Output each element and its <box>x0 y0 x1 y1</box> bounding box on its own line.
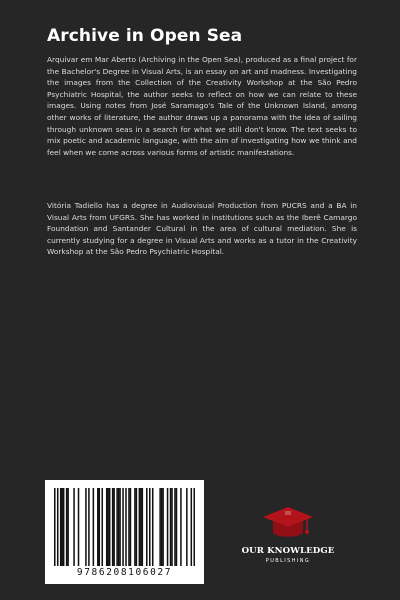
barcode-bar <box>118 488 120 566</box>
barcode-bar <box>73 488 75 566</box>
barcode-bar <box>161 488 163 566</box>
barcode-bar <box>116 488 118 566</box>
barcode-bar <box>167 488 169 566</box>
barcode-bar <box>170 488 172 566</box>
barcode-bar <box>140 488 142 566</box>
barcode-bar <box>97 488 99 566</box>
barcode-bar <box>139 488 141 566</box>
barcode-bar <box>128 488 130 566</box>
barcode-bar <box>85 488 87 566</box>
barcode-bar <box>99 488 101 566</box>
barcode-bar <box>93 488 95 566</box>
barcode-bar <box>191 488 193 566</box>
author-bio: Vitória Tadiello has a degree in Audiovisual Production from PUCRS and a BA in Visual Arts from UFGRS. She has worked in institutions such as the Iberê Camargo Foundation and Santander Cultural in the area of cultural mediation. She is currently studying for a degree in Visual Arts and works as a tutor in the Creativity Workshop at the São Pedro Psychiatric Hospital. <box>47 201 357 257</box>
publisher-name: OUR KNOWLEDGE <box>241 546 335 556</box>
barcode-bar <box>171 488 173 566</box>
book-synopsis: Arquivar em Mar Aberto (Archiving in the Open Sea), produced as a final project for the Bachelor's Degree in Visual Arts, is an essay on art and madness. Investigating the images from the Collection of the Creativity Workshop at the São Pedro Psychiatric Hospital, the author seeks to reflect on how we can relate to these images. Using notes from José Saramago's Tale of the Unknown Island, among other works of literature, the author draws up a panorama with the idea of sailing through unknown seas in a search for what we still don't know. The text seeks to mix poetic and academic language, with the aim of investigating how we think and feel when we come across various forms of artistic manifestations. <box>47 55 357 157</box>
barcode-bar <box>176 488 178 566</box>
barcode-bar <box>149 488 151 566</box>
barcode-bar <box>119 488 121 566</box>
barcode-bar <box>162 488 164 566</box>
barcode-bar <box>60 488 62 566</box>
barcode-bar <box>142 488 144 566</box>
barcode-bar <box>112 488 114 566</box>
publisher-logo <box>233 505 343 575</box>
barcode-bar <box>146 488 148 566</box>
barcode-bar <box>54 488 56 566</box>
barcode-bar <box>134 488 136 566</box>
barcode-bar <box>101 488 103 566</box>
barcode-bar <box>66 488 68 566</box>
barcode-bar <box>106 488 108 566</box>
barcode-bar <box>130 488 132 566</box>
barcode-bar <box>67 488 69 566</box>
barcode-bar <box>174 488 176 566</box>
barcode-bar <box>186 488 188 566</box>
barcode-bar <box>194 488 195 566</box>
isbn-digits: 9786208106027 <box>76 567 173 578</box>
isbn-barcode <box>45 480 204 584</box>
barcode-bar <box>125 488 127 566</box>
publisher-tagline: PUBLISHING <box>265 558 311 564</box>
barcode-bar <box>88 488 90 566</box>
barcode-bar <box>180 488 182 566</box>
barcode-bar <box>61 488 63 566</box>
barcode-bar <box>57 488 59 566</box>
barcode-bars <box>54 488 195 566</box>
barcode-bar <box>159 488 161 566</box>
barcode-bar <box>107 488 109 566</box>
barcode-bar <box>122 488 124 566</box>
barcode-bar <box>152 488 154 566</box>
barcode-bar <box>109 488 111 566</box>
graduation-cap-icon <box>261 505 315 545</box>
barcode-bar <box>78 488 80 566</box>
barcode-bar <box>63 488 65 566</box>
book-title: Archive in Open Sea <box>47 26 243 46</box>
barcode-bar <box>113 488 115 566</box>
barcode-bar <box>136 488 138 566</box>
